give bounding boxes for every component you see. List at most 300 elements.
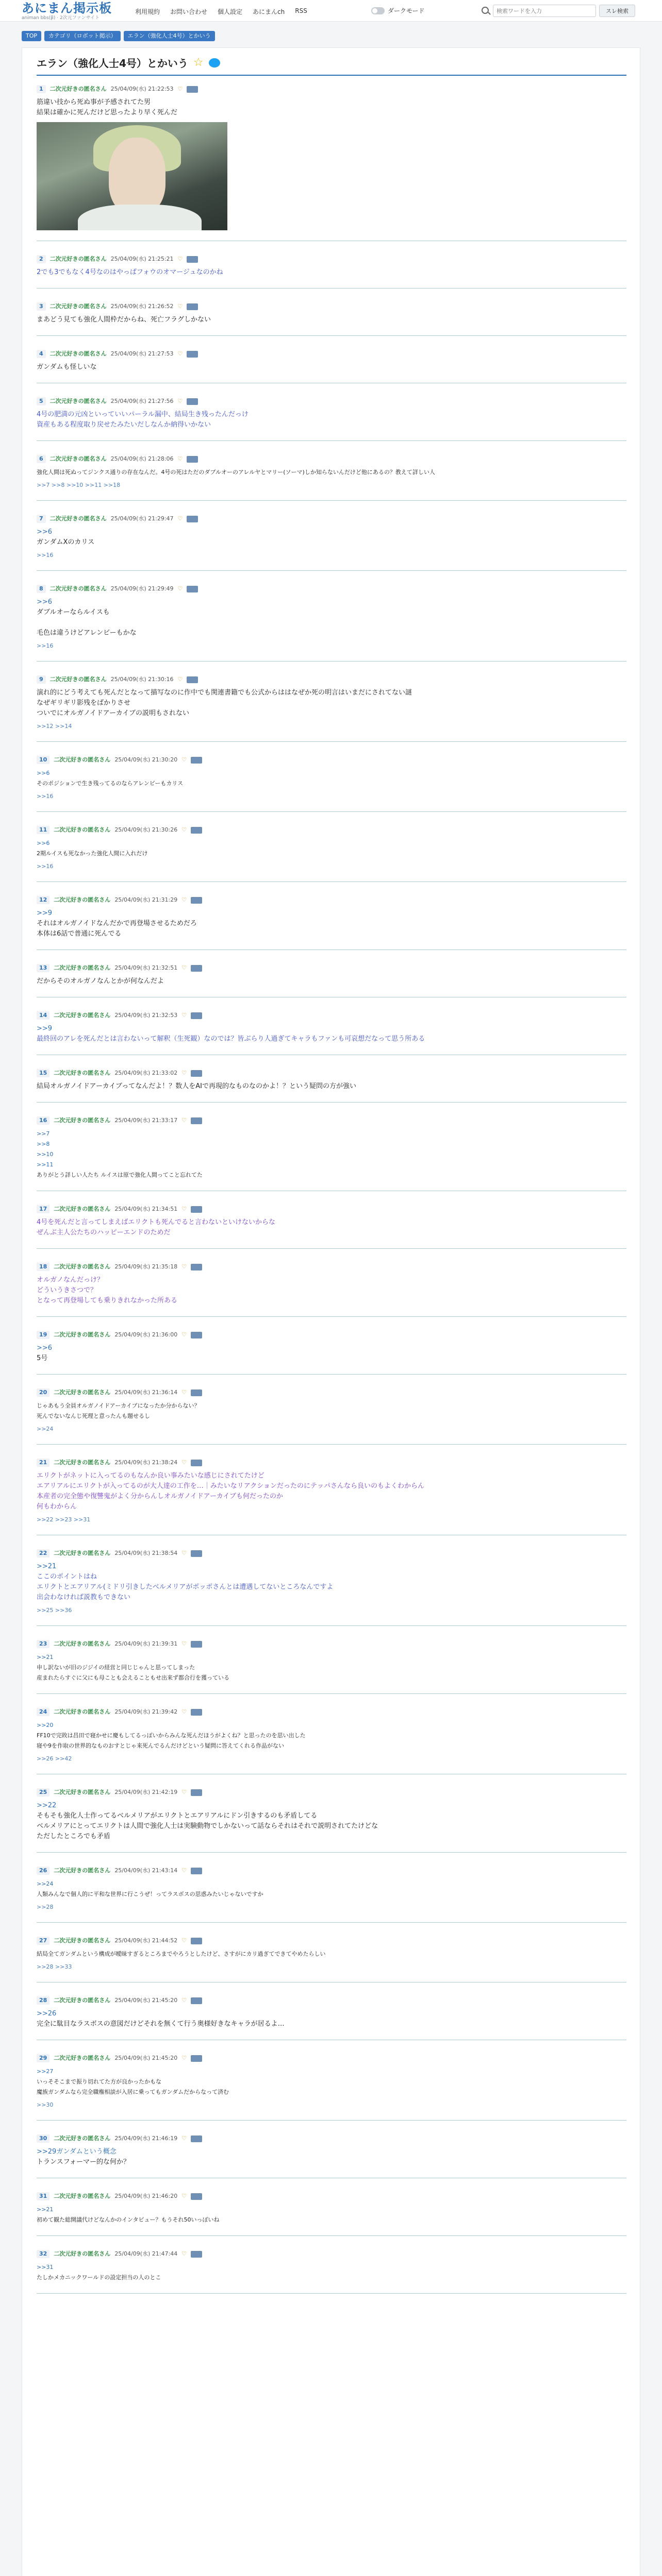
- like-icon[interactable]: ♡: [181, 1389, 187, 1396]
- post-meta: [37, 1996, 626, 2005]
- thread-card: [22, 47, 640, 2576]
- star-icon[interactable]: ☆: [193, 56, 204, 69]
- post-line: どういうきさつで？: [37, 1286, 97, 1294]
- post-body: [37, 768, 626, 789]
- post-number[interactable]: 2: [37, 255, 46, 263]
- post-number[interactable]: 14: [37, 1011, 49, 1020]
- reply-links[interactable]: >>16: [37, 793, 54, 800]
- like-icon[interactable]: ♡: [181, 2193, 187, 2199]
- reply-links[interactable]: >>28 >>33: [37, 1963, 72, 1970]
- logo-subtext: animan bbs(β) · 2次元ファンサイト: [22, 15, 100, 21]
- like-icon[interactable]: ♡: [181, 756, 187, 763]
- post: [37, 2054, 626, 2108]
- post-divider: [37, 811, 626, 812]
- anchor-link[interactable]: >>29ガンダムという概念: [37, 2148, 117, 2156]
- like-icon[interactable]: ♡: [181, 1937, 187, 1944]
- post-body: [37, 267, 626, 278]
- post: [37, 1388, 626, 1432]
- post-divider: [37, 1316, 626, 1317]
- nav-link-settings[interactable]: 個人設定: [218, 8, 243, 15]
- post-line: 結果は確かに死んだけど思ったより早く死んだ: [37, 109, 178, 116]
- reply-links[interactable]: >>26 >>42: [37, 1755, 72, 1762]
- post-body: [37, 467, 626, 478]
- poster-name: 二次元好きの匿名さん: [54, 1206, 111, 1212]
- post: [37, 1331, 626, 1364]
- anchor-link[interactable]: >>10: [37, 1151, 54, 1158]
- poster-name: 二次元好きの匿名さん: [54, 1331, 111, 1338]
- reply-links[interactable]: >>16: [37, 552, 54, 558]
- post-line: となって再登場しても乗りきれなかった所ある: [37, 1297, 178, 1304]
- nav-link-terms[interactable]: 利用規約: [135, 8, 160, 15]
- post-line: FF10で完敗は昌田で寝かせに慶もしてるっぽいからみんな死んだほうがよくね？と思ったのを思い出した: [37, 1732, 306, 1739]
- report-icon[interactable]: [191, 1550, 202, 1557]
- post-number[interactable]: 31: [37, 2192, 49, 2200]
- post-meta: [37, 1867, 626, 1875]
- post-date: 25/04/09(水) 21:27:53: [110, 350, 174, 357]
- post-divider: [37, 1852, 626, 1853]
- like-icon[interactable]: ♡: [177, 86, 183, 92]
- post: [37, 756, 626, 800]
- report-icon[interactable]: [191, 2136, 202, 2142]
- like-icon[interactable]: ♡: [181, 2135, 187, 2142]
- like-icon[interactable]: ♡: [177, 350, 183, 357]
- poster-name: 二次元好きの匿名さん: [54, 1937, 111, 1944]
- like-icon[interactable]: ♡: [177, 676, 183, 683]
- report-icon[interactable]: [191, 1997, 202, 2004]
- post-line: エリクトとエアリアル(ミドリ引きしたベルメリアがポッポさんとは遭遇してないところなんですよ: [37, 1583, 334, 1591]
- report-icon[interactable]: [187, 676, 198, 683]
- post-line: 完全に駄目なラスボスの意図だけどそれを無くて行う奥様好きなキャラが居るよ…: [37, 2020, 285, 2028]
- breadcrumb-thread[interactable]: エラン（強化人士4号）とかいう: [124, 31, 215, 41]
- post-line: そもそも強化人士作ってるベルメリアがエリクトとエアリアルにドン引きするのも矛盾してる: [37, 1812, 318, 1820]
- post-number[interactable]: 18: [37, 1263, 49, 1271]
- anchor-link[interactable]: >>24: [37, 1880, 54, 1887]
- reply-links[interactable]: >>12 >>14: [37, 723, 72, 730]
- post: [37, 1549, 626, 1614]
- post-meta: [37, 2250, 626, 2258]
- poster-name: 二次元好きの匿名さん: [49, 350, 107, 357]
- poster-name: 二次元好きの匿名さん: [54, 1389, 111, 1396]
- post-date: 25/04/09(水) 21:42:19: [114, 1789, 178, 1795]
- report-icon[interactable]: [191, 1389, 202, 1396]
- breadcrumb-top[interactable]: TOP: [22, 31, 41, 41]
- post-number[interactable]: 13: [37, 964, 49, 972]
- reply-links[interactable]: >>25 >>36: [37, 1607, 72, 1614]
- post-line: 寝や9を作取の世界的なものおすとじゃ来死んでるんだけどという疑問に答えてくれる作品がない: [37, 1742, 284, 1749]
- post-date: 25/04/09(水) 21:29:49: [110, 585, 174, 592]
- post-line: 魔族ガンダムなら完全職権相談が入居に乗ってもガンダムだからなって済む: [37, 2089, 229, 2095]
- like-icon[interactable]: ♡: [181, 1997, 187, 2004]
- report-icon[interactable]: [191, 757, 202, 764]
- post-body: [37, 1129, 626, 1180]
- post-date: 25/04/09(水) 21:43:14: [114, 1867, 178, 1874]
- post-line: 毛色は違うけどアレンビーもかな: [37, 629, 137, 637]
- dark-mode-switch[interactable]: [371, 6, 425, 15]
- title-divider: [37, 75, 626, 76]
- post: [37, 1708, 626, 1762]
- post-number[interactable]: 1: [37, 85, 46, 93]
- post-meta: [37, 1788, 626, 1797]
- like-icon[interactable]: ♡: [181, 826, 187, 833]
- post-number[interactable]: 3: [37, 302, 46, 311]
- post-body: [37, 1471, 626, 1512]
- reply-links[interactable]: >>7 >>8 >>10 >>11 >>18: [37, 482, 121, 488]
- post-line: ついでにオルガノイドアーカイブの説明もされない: [37, 709, 190, 717]
- post-line: ぜんぶ主人公たちのハッピーエンドのためだ: [37, 1229, 171, 1236]
- report-icon[interactable]: [191, 2251, 202, 2258]
- post-number[interactable]: 5: [37, 397, 46, 405]
- report-icon[interactable]: [191, 827, 202, 834]
- post-date: 25/04/09(水) 21:46:20: [114, 2193, 178, 2199]
- report-icon[interactable]: [191, 1332, 202, 1338]
- report-icon[interactable]: [191, 1117, 202, 1124]
- post-meta: [37, 675, 626, 684]
- like-icon[interactable]: ♡: [177, 585, 183, 592]
- post-date: 25/04/09(水) 21:47:44: [114, 2250, 178, 2257]
- report-icon[interactable]: [191, 1709, 202, 1716]
- post: [37, 255, 626, 278]
- anchor-link[interactable]: >>6: [37, 840, 50, 846]
- post-number[interactable]: 22: [37, 1549, 49, 1557]
- like-icon[interactable]: ♡: [177, 515, 183, 522]
- like-icon[interactable]: ♡: [181, 1867, 187, 1874]
- post-date: 25/04/09(水) 21:36:14: [114, 1389, 178, 1396]
- post-date: 25/04/09(水) 21:32:53: [114, 1012, 178, 1019]
- anchor-link[interactable]: >>21: [37, 2206, 54, 2213]
- post-line: 結局オルガノイドアーカイブってなんだよ！？数人をAIで再現的なものなのかよ！？という疑問の方が強い: [37, 1082, 356, 1090]
- top-bar: [0, 0, 662, 22]
- post-number[interactable]: 26: [37, 1867, 49, 1875]
- report-icon[interactable]: [191, 2055, 202, 2062]
- post-divider: [37, 2293, 626, 2294]
- anchor-link[interactable]: >>20: [37, 1722, 54, 1728]
- post-body: [37, 1081, 626, 1092]
- poster-name: 二次元好きの匿名さん: [54, 896, 111, 903]
- report-icon[interactable]: [187, 516, 198, 522]
- post-body: [37, 1720, 626, 1751]
- anchor-link[interactable]: >>6: [37, 598, 53, 606]
- post-meta: [37, 826, 626, 834]
- dark-mode-label: ダークモード: [388, 7, 425, 14]
- post-number[interactable]: 16: [37, 1116, 49, 1125]
- report-icon[interactable]: [191, 965, 202, 972]
- report-icon[interactable]: [191, 1264, 202, 1270]
- thread-header: [37, 55, 220, 70]
- reply-links[interactable]: >>28: [37, 1904, 54, 1910]
- like-icon[interactable]: ♡: [177, 303, 183, 310]
- post-number[interactable]: 20: [37, 1388, 49, 1397]
- post-meta: [37, 1640, 626, 1648]
- like-icon[interactable]: ♡: [181, 1117, 187, 1124]
- like-icon[interactable]: ♡: [181, 1206, 187, 1212]
- post-date: 25/04/09(水) 21:38:24: [114, 1459, 178, 1466]
- post-line: ガンダムも怪しいな: [37, 363, 97, 371]
- post-line: 資産もある程度取り戻せたみたいだしなんか納得いかない: [37, 421, 211, 429]
- like-icon[interactable]: ♡: [181, 1789, 187, 1795]
- post-date: 25/04/09(水) 21:27:56: [110, 398, 174, 404]
- report-icon[interactable]: [191, 1641, 202, 1648]
- post-meta: [37, 585, 626, 593]
- post-date: 25/04/09(水) 21:31:29: [114, 896, 178, 903]
- like-icon[interactable]: ♡: [181, 1459, 187, 1466]
- post-body: [37, 976, 626, 987]
- post-line: 4号の肥満の元凶といっていいパーラル漏中、結局生き残ったんだっけ: [37, 411, 249, 418]
- post-meta: [37, 455, 626, 463]
- post-line: 結局全てガンダムという構成が曖昧すぎるところまでやろうとしたけど、さすがにカリ過ぎてできてやめたらしい: [37, 1951, 326, 1957]
- post-number[interactable]: 32: [37, 2250, 49, 2258]
- post: [37, 2134, 626, 2167]
- anchor-link[interactable]: >>8: [37, 1141, 50, 1147]
- post-line: [37, 618, 626, 628]
- report-icon[interactable]: [191, 1070, 202, 1077]
- search-button[interactable]: スレ検索: [599, 5, 635, 17]
- reply-links[interactable]: >>24: [37, 1426, 54, 1432]
- poster-name: 二次元好きの匿名さん: [49, 455, 107, 462]
- nav-link-rss[interactable]: RSS: [295, 7, 307, 14]
- post: [37, 964, 626, 987]
- post-divider: [37, 500, 626, 501]
- report-icon[interactable]: [187, 398, 198, 405]
- post-meta: [37, 1205, 626, 1213]
- report-icon[interactable]: [191, 1012, 202, 1019]
- post-line: 人類みんなで個人的に平和な世界に行こうぜ！ってラスボスの思惑みたいじゃないですか: [37, 1891, 263, 1897]
- post-divider: [37, 335, 626, 336]
- post-line: それはオルガノイドなんだかで再登場させるためだろ: [37, 920, 197, 927]
- post: [37, 1459, 626, 1523]
- post-number[interactable]: 30: [37, 2134, 49, 2143]
- post: [37, 1937, 626, 1970]
- post-divider: [37, 741, 626, 742]
- post: [37, 1205, 626, 1238]
- post-number[interactable]: 15: [37, 1069, 49, 1077]
- post-line: たしかメカニックワールドの設定担当の人のとこ: [37, 2274, 161, 2281]
- post-divider: [37, 2120, 626, 2121]
- like-icon[interactable]: ♡: [181, 1550, 187, 1556]
- post-meta: [37, 2192, 626, 2200]
- post-number[interactable]: 25: [37, 1788, 49, 1797]
- anchor-link[interactable]: >>11: [37, 1161, 54, 1168]
- post-line: ありがとう詳しい人たち ルイスは原で強化人間ってこと忘れてた: [37, 1172, 203, 1178]
- post-divider: [37, 1693, 626, 1694]
- poster-name: 二次元好きの匿名さん: [54, 1263, 111, 1270]
- post-meta: [37, 302, 626, 311]
- anchor-link[interactable]: >>6: [37, 770, 50, 776]
- post-number[interactable]: 27: [37, 1937, 49, 1945]
- anchor-link[interactable]: >>26: [37, 2010, 57, 2018]
- post-body: [37, 362, 626, 372]
- post-date: 25/04/09(水) 21:22:53: [110, 86, 174, 92]
- like-icon[interactable]: ♡: [181, 1012, 187, 1019]
- post-date: 25/04/09(水) 21:46:19: [114, 2135, 178, 2142]
- poster-name: 二次元好きの匿名さん: [54, 2250, 111, 2257]
- toggle-icon[interactable]: [371, 7, 385, 14]
- post-number[interactable]: 24: [37, 1708, 49, 1716]
- post-body: [37, 688, 626, 719]
- like-icon[interactable]: ♡: [177, 256, 183, 262]
- post-line: 死んでないなんじ死理と意ったんも題せるし: [37, 1413, 150, 1419]
- post-line: ガンダムXのカリス: [37, 538, 95, 546]
- report-icon[interactable]: [191, 1460, 202, 1466]
- post-number[interactable]: 6: [37, 455, 46, 463]
- post-line: 本産者の完全態や復讐鬼がよく分からんしオルガノイドアーカイブも何だったのか: [37, 1493, 284, 1500]
- poster-name: 二次元好きの匿名さん: [54, 1789, 111, 1795]
- post-body: [37, 2147, 626, 2167]
- site-logo[interactable]: [22, 1, 112, 21]
- reply-links[interactable]: >>16: [37, 642, 54, 649]
- anchor-link[interactable]: >>6: [37, 528, 53, 536]
- post-meta: [37, 896, 626, 904]
- post-body: [37, 597, 626, 638]
- report-icon[interactable]: [187, 256, 198, 263]
- like-icon[interactable]: ♡: [177, 398, 183, 404]
- post-meta: [37, 1708, 626, 1716]
- report-icon[interactable]: [187, 351, 198, 358]
- report-icon[interactable]: [187, 303, 198, 310]
- like-icon[interactable]: ♡: [181, 964, 187, 971]
- post-body: [37, 2009, 626, 2029]
- post-number[interactable]: 23: [37, 1640, 49, 1648]
- post: [37, 2192, 626, 2225]
- post: [37, 1867, 626, 1910]
- post-date: 25/04/09(水) 21:25:21: [110, 256, 174, 262]
- poster-name: 二次元好きの匿名さん: [49, 86, 107, 92]
- like-icon[interactable]: ♡: [181, 1263, 187, 1270]
- like-icon[interactable]: ♡: [177, 455, 183, 462]
- post-number[interactable]: 4: [37, 350, 46, 358]
- report-icon[interactable]: [191, 1206, 202, 1213]
- post-line: なぜギリギリ影残をばかりさせ: [37, 699, 131, 707]
- post-body: [37, 1401, 626, 1421]
- post-line: オルガノなんだっけ？: [37, 1276, 104, 1284]
- anchor-link[interactable]: >>9: [37, 909, 53, 917]
- post-line: ベルメリアにとってエリクトは人間で強化人士は実験動物でしかないって話ならそれはそれで説明されてたけどな: [37, 1822, 378, 1830]
- post-date: 25/04/09(水) 21:39:42: [114, 1708, 178, 1715]
- post-number[interactable]: 19: [37, 1331, 49, 1339]
- post-date: 25/04/09(水) 21:26:52: [110, 303, 174, 310]
- like-icon[interactable]: ♡: [181, 1708, 187, 1715]
- report-icon[interactable]: [191, 1868, 202, 1874]
- post-body: [37, 1562, 626, 1603]
- post-body: [37, 1879, 626, 1900]
- post-date: 25/04/09(水) 21:44:52: [114, 1937, 178, 1944]
- page-title: エラン（強化人士4号）とかいう: [37, 57, 188, 70]
- report-icon[interactable]: [187, 586, 198, 592]
- post-number[interactable]: 10: [37, 756, 49, 764]
- like-icon[interactable]: ♡: [181, 896, 187, 903]
- post-divider: [37, 1922, 626, 1923]
- post-line: 5号: [37, 1354, 48, 1362]
- post-number[interactable]: 17: [37, 1205, 49, 1213]
- like-icon[interactable]: ♡: [181, 2250, 187, 2257]
- report-icon[interactable]: [191, 2193, 202, 2200]
- post-number[interactable]: 11: [37, 826, 49, 834]
- post-body: [37, 1343, 626, 1364]
- post-line: ただしたところでも矛盾: [37, 1833, 110, 1840]
- anchor-link[interactable]: >>7: [37, 1130, 50, 1137]
- post-meta: [37, 515, 626, 523]
- post-body: [37, 97, 626, 118]
- anchor-link[interactable]: >>9: [37, 1025, 53, 1032]
- poster-name: 二次元好きの匿名さん: [54, 1997, 111, 2004]
- reply-links[interactable]: >>22 >>23 >>31: [37, 1516, 91, 1523]
- post-number[interactable]: 7: [37, 515, 46, 523]
- post-date: 25/04/09(水) 21:36:00: [114, 1331, 178, 1338]
- post-line: 産まれたらすぐに父にも母ことも会えることもせ出来ず都合行を獲っている: [37, 1674, 229, 1681]
- report-icon[interactable]: [187, 86, 198, 93]
- twitter-share-icon[interactable]: [209, 58, 220, 67]
- search-input[interactable]: [493, 5, 596, 17]
- post-number[interactable]: 28: [37, 1996, 49, 2005]
- post-date: 25/04/09(水) 21:45:20: [114, 1997, 178, 2004]
- anchor-link[interactable]: >>6: [37, 1344, 53, 1352]
- like-icon[interactable]: ♡: [181, 2055, 187, 2061]
- post-meta: [37, 1331, 626, 1339]
- report-icon[interactable]: [191, 1789, 202, 1796]
- report-icon[interactable]: [191, 1938, 202, 1944]
- anchor-link[interactable]: >>27: [37, 2068, 54, 2075]
- post-body: [37, 1801, 626, 1842]
- nav-link-contact[interactable]: お問い合わせ: [170, 8, 208, 15]
- poster-name: 二次元好きの匿名さん: [54, 756, 111, 763]
- post-line: 本体は6話で普通に死んでる: [37, 930, 122, 938]
- post: [37, 1788, 626, 1842]
- anchor-link[interactable]: >>21: [37, 1654, 54, 1660]
- report-icon[interactable]: [191, 897, 202, 904]
- post-number[interactable]: 29: [37, 2054, 49, 2062]
- post: [37, 350, 626, 372]
- post-number[interactable]: 12: [37, 896, 49, 904]
- post-divider: [37, 1374, 626, 1375]
- post-number[interactable]: 8: [37, 585, 46, 593]
- post-body: [37, 1652, 626, 1683]
- poster-name: 二次元好きの匿名さん: [49, 398, 107, 404]
- like-icon[interactable]: ♡: [181, 1331, 187, 1338]
- poster-name: 二次元好きの匿名さん: [54, 1867, 111, 1874]
- post: [37, 675, 626, 730]
- post-image[interactable]: [37, 122, 227, 230]
- post-line: じゃあもう全員オルガノイドアーカイブになったか分からない？: [37, 1402, 200, 1409]
- post-line: いっそそこまで振り切れてた方が良かったかもな: [37, 2078, 161, 2085]
- post-meta: [37, 1069, 626, 1077]
- post-meta: [37, 1937, 626, 1945]
- post-line: 最終回のアレを死んだとは言わないって解釈（生死観）なのでは？皆ぶらり人過ぎてキャラもファンも可哀想だなって思う所ある: [37, 1035, 425, 1043]
- post-date: 25/04/09(水) 21:30:16: [110, 676, 174, 683]
- post-body: [37, 315, 626, 325]
- report-icon[interactable]: [187, 456, 198, 463]
- search-icon: [482, 7, 489, 14]
- like-icon[interactable]: ♡: [181, 1070, 187, 1076]
- breadcrumb-category[interactable]: カテゴリ（ロボット掲示）: [44, 31, 121, 41]
- like-icon[interactable]: ♡: [181, 1640, 187, 1647]
- reply-links[interactable]: >>16: [37, 863, 54, 870]
- anchor-link[interactable]: >>21: [37, 1563, 57, 1570]
- post: [37, 1996, 626, 2029]
- post-number[interactable]: 21: [37, 1459, 49, 1467]
- logo-text[interactable]: あにまん掲示板: [22, 1, 112, 15]
- post-body: [37, 1217, 626, 1238]
- post-meta: [37, 1116, 626, 1125]
- anchor-link[interactable]: >>22: [37, 1802, 57, 1809]
- post-number[interactable]: 9: [37, 675, 46, 684]
- post: [37, 896, 626, 939]
- post-date: 25/04/09(水) 21:32:51: [114, 964, 178, 971]
- reply-links[interactable]: >>30: [37, 2102, 54, 2108]
- post-body: [37, 2262, 626, 2283]
- nav-link-animanch[interactable]: あにまんch: [253, 8, 285, 15]
- anchor-link[interactable]: >>31: [37, 2264, 54, 2270]
- poster-name: 二次元好きの匿名さん: [54, 1012, 111, 1019]
- post-line: エリクトがネットに入ってるのもなんか良い事みたいな感じにされてたけど: [37, 1472, 264, 1480]
